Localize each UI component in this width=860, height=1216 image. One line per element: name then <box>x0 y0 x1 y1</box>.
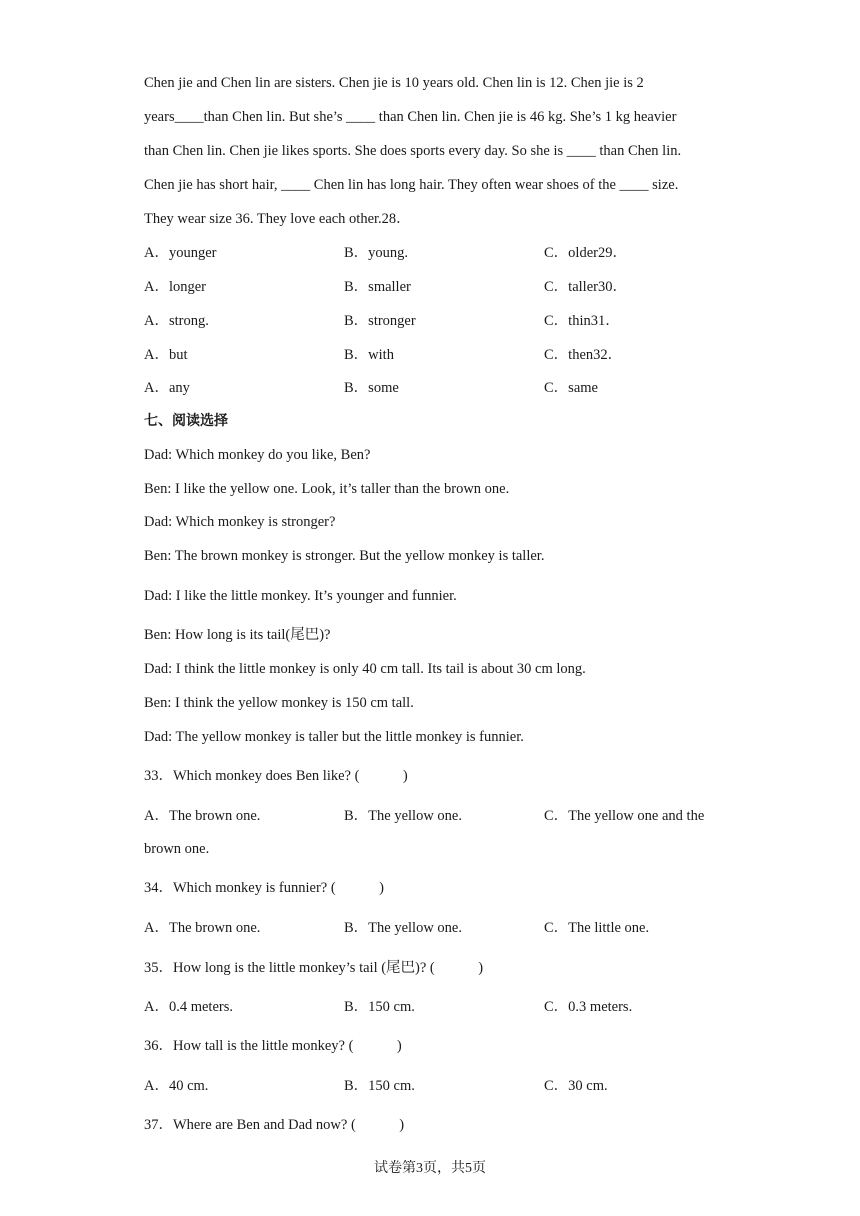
option-c: C．older29． <box>544 245 627 261</box>
option-b: B．young. <box>344 245 409 261</box>
option-b: B．stronger <box>344 313 416 329</box>
dialogue-line: Dad: Which monkey do you like, Ben? <box>144 447 371 463</box>
option-c: C．same <box>544 380 598 396</box>
passage-line: years____than Chen lin. But she’s ____ than Chen lin. Chen jie is 46 kg. She’s 1 kg heavier <box>144 109 677 125</box>
dialogue-line: Ben: I like the yellow one. Look, it’s taller than the brown one. <box>144 481 510 497</box>
option-c: C．thin31． <box>544 313 620 329</box>
dialogue-line: Dad: Which monkey is stronger? <box>144 514 336 530</box>
question-text: 37．Where are Ben and Dad now? ( ) <box>144 1117 405 1133</box>
passage-line: Chen jie has short hair, ____ Chen lin has long hair. They often wear shoes of the ____ size. <box>144 177 679 193</box>
passage-line: than Chen lin. Chen jie likes sports. She does sports every day. So she is ____ than Chen lin. <box>144 143 682 159</box>
option-a: A．40 cm. <box>144 1078 209 1094</box>
section-heading: 七、阅读选择 <box>144 413 228 429</box>
option-c: C．then32． <box>544 347 623 363</box>
option-a: A．The brown one. <box>144 920 261 936</box>
option-b: B．150 cm. <box>344 999 415 1015</box>
option-c-continuation: brown one. <box>144 841 210 857</box>
option-b: B．some <box>344 380 399 396</box>
option-b: B．The yellow one. <box>344 920 462 936</box>
option-b: B．smaller <box>344 279 411 295</box>
option-c: C．0.3 meters. <box>544 999 633 1015</box>
option-a: A．but <box>144 347 188 363</box>
option-a: A．The brown one. <box>144 808 261 824</box>
option-a: A．longer <box>144 279 207 295</box>
option-c: C．The little one. <box>544 920 650 936</box>
option-a: A．0.4 meters. <box>144 999 233 1015</box>
option-a: A．strong. <box>144 313 209 329</box>
dialogue-line: Ben: I think the yellow monkey is 150 cm tall. <box>144 695 414 711</box>
question-text: 35．How long is the little monkey’s tail (尾巴)? ( ) <box>144 960 484 976</box>
dialogue-line: Dad: I like the little monkey. It’s younger and funnier. <box>144 588 457 604</box>
option-b: B．The yellow one. <box>344 808 462 824</box>
dialogue-line: Dad: I think the little monkey is only 40 cm tall. Its tail is about 30 cm long. <box>144 661 586 677</box>
dialogue-line: Ben: The brown monkey is stronger. But the yellow monkey is taller. <box>144 548 545 564</box>
option-c: C．30 cm. <box>544 1078 608 1094</box>
option-c: C．The yellow one and the <box>544 808 705 824</box>
dialogue-line: Ben: How long is its tail(尾巴)? <box>144 627 331 643</box>
option-a: A．any <box>144 380 190 396</box>
question-text: 36．How tall is the little monkey? ( ) <box>144 1038 402 1054</box>
option-b: B．150 cm. <box>344 1078 415 1094</box>
option-b: B．with <box>344 347 394 363</box>
question-text: 34．Which monkey is funnier? ( ) <box>144 880 385 896</box>
option-a: A．younger <box>144 245 217 261</box>
page-footer: 试卷第3页，共5页 <box>374 1161 486 1176</box>
question-text: 33．Which monkey does Ben like? ( ) <box>144 768 408 784</box>
passage-line: They wear size 36. They love each other.28． <box>144 211 411 227</box>
passage-line: Chen jie and Chen lin are sisters. Chen jie is 10 years old. Chen lin is 12. Chen jie is 2 <box>144 75 644 91</box>
option-c: C．taller30． <box>544 279 627 295</box>
dialogue-line: Dad: The yellow monkey is taller but the little monkey is funnier. <box>144 729 524 745</box>
